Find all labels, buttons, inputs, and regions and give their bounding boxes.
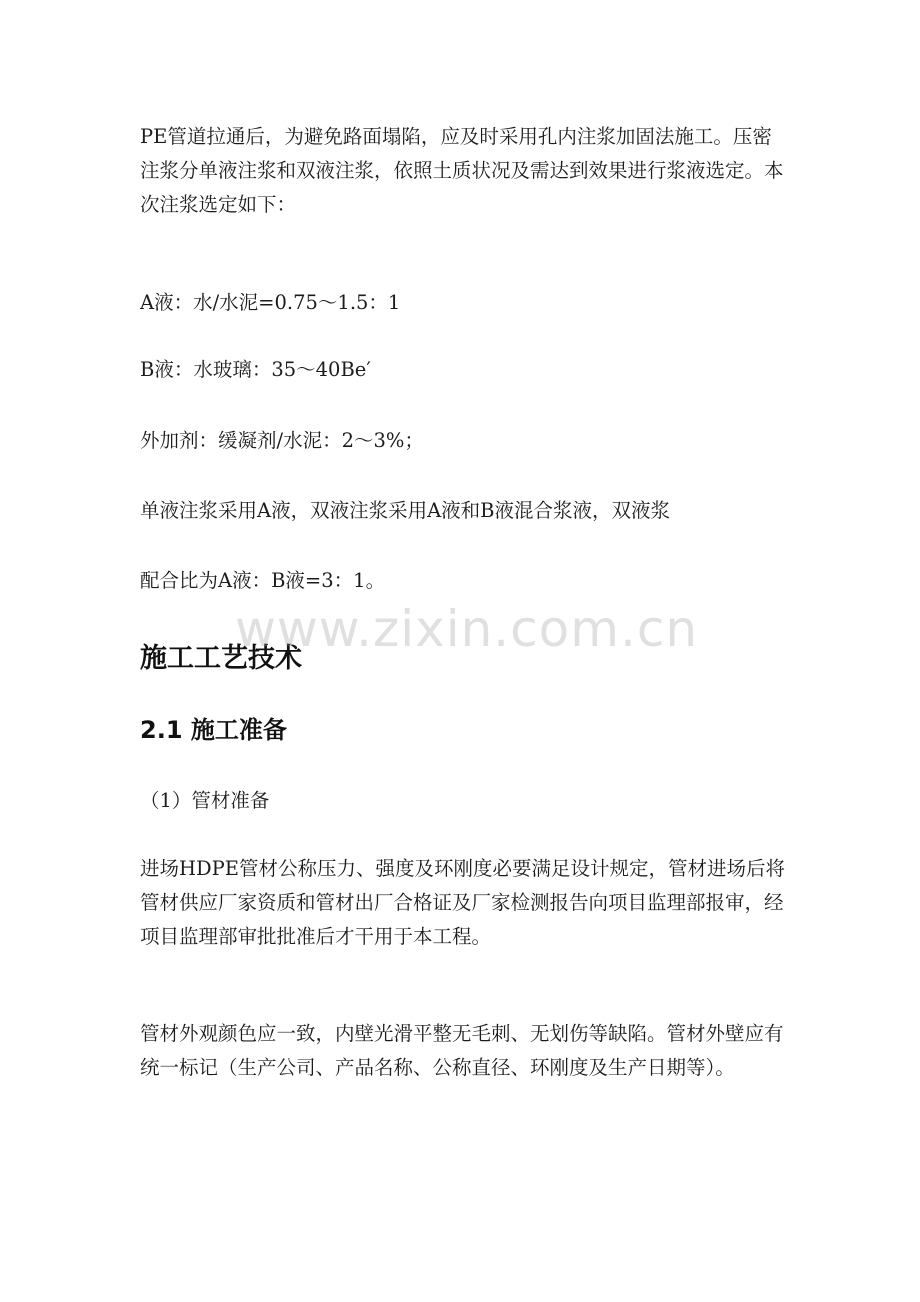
subheading-pipe-preparation: （1）管材准备 <box>140 789 270 812</box>
heading-construction-technology: 施工工艺技术 <box>140 643 302 674</box>
heading-construction-preparation: 2.1 施工准备 <box>140 716 287 744</box>
paragraph-grouting-intro: PE管道拉通后，为避免路面塌陷，应及时采用孔内注浆加固法施工。压密注浆分单液注浆和双液注浆，依照土质状况及需达到效果进行浆液选定。本次注浆选定如下： <box>140 125 784 216</box>
paragraph-pipe-approval: 进场HDPE管材公称压力、强度及环刚度必要满足设计规定，管材进场后将管材供应厂家资质和管材出厂合格证及厂家检测报告向项目监理部报审，经项目监理部审批批准后才干用于本工程。 <box>140 857 785 948</box>
watermark: www.zixin.com.cn <box>235 600 699 658</box>
line-liquid-b: B液：水玻璃：35～40Be′ <box>140 358 371 381</box>
line-additive: 外加剂：缓凝剂/水泥：2～3%； <box>140 429 424 452</box>
line-mix-ratio: 配合比为A液：B液=3：1。 <box>140 569 386 592</box>
line-single-double-grouting: 单液注浆采用A液，双液注浆采用A液和B液混合浆液，双液浆 <box>140 499 670 522</box>
line-liquid-a: A液：水/水泥=0.75～1.5：1 <box>140 291 401 314</box>
paragraph-pipe-appearance: 管材外观颜色应一致，内壁光滑平整无毛刺、无划伤等缺陷。管材外壁应有统一标记（生产公司、产品名称、公称直径、环刚度及生产日期等）。 <box>140 1022 784 1079</box>
